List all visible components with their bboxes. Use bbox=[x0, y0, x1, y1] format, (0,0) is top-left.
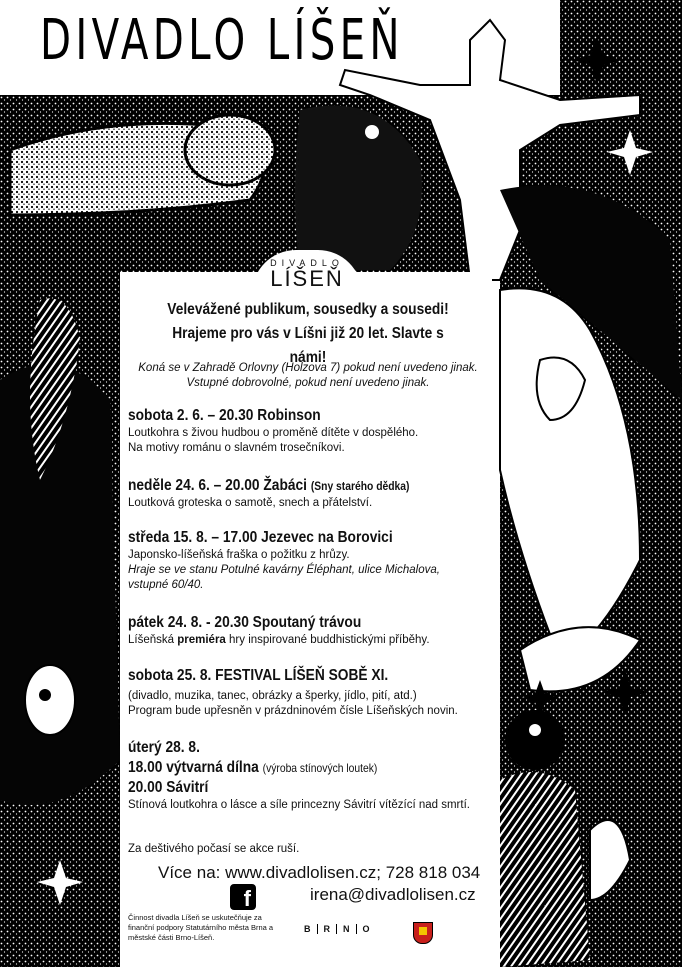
event-heading-sub: (Sny starého dědka) bbox=[310, 479, 410, 493]
event-heading-text: neděle 24. 6. – 20.00 Žabáci bbox=[128, 477, 307, 494]
event-italic-text: Hraje se ve stanu Potulné kavárny Éléphant, ulice Michalova, bbox=[128, 564, 440, 576]
brno-letter: N bbox=[336, 924, 356, 934]
poster-title: DIVADLO LÍŠEŇ bbox=[40, 8, 404, 73]
facebook-glyph: f bbox=[243, 886, 251, 911]
brno-logo bbox=[298, 924, 376, 934]
greeting bbox=[128, 298, 488, 370]
event-text: Program bude upřesněn v prázdninovém čísle Líšeňských novin. bbox=[128, 705, 458, 717]
greeting-line: Hrajeme pro vás v Líšni již 20 let. Slavte s námi! bbox=[172, 325, 444, 366]
venue-line: Vstupné dobrovolné, pokud není uvedeno jinak. bbox=[186, 377, 430, 389]
event-text: (divadlo, muzika, tanec, obrázky a šperky, jídlo, pití, atd.) bbox=[128, 690, 417, 702]
event-text: Loutková groteska o samotě, snech a přátelství. bbox=[128, 497, 373, 509]
rain-note-text: Za deštivého počasí se akce ruší. bbox=[128, 843, 300, 855]
lisen-crest-icon bbox=[413, 922, 433, 944]
event-sub1-note: (výroba stínových loutek) bbox=[262, 761, 378, 775]
event-spoutany bbox=[128, 613, 488, 648]
event-premiere: premiéra bbox=[177, 634, 226, 646]
event-festival bbox=[128, 666, 488, 719]
event-subheading: 20.00 Sávitrí bbox=[128, 779, 209, 796]
event-text bbox=[128, 633, 488, 648]
logo-big-text: LÍŠEŇ bbox=[270, 266, 344, 291]
contact-web: Více na: www.divadlolisen.cz; 728 818 034 bbox=[158, 863, 481, 882]
venue-note bbox=[128, 361, 488, 391]
event-savitri bbox=[128, 738, 488, 813]
contact-email[interactable]: irena@divadlolisen.cz bbox=[310, 885, 476, 904]
venue-line: Koná se v Zahradě Orlovny (Holzova 7) pokud není uvedeno jinak. bbox=[138, 362, 478, 374]
event-zabaci bbox=[128, 476, 488, 511]
event-text: Na motivy románu o slavném trosečníkovi. bbox=[128, 442, 345, 454]
event-text-post: hry inspirované buddhistickými příběhy. bbox=[225, 634, 430, 646]
event-italic-text: vstupné 60/40. bbox=[128, 579, 204, 591]
greeting-line: Velevážené publikum, sousedky a sousedi! bbox=[167, 301, 449, 318]
event-heading: sobota 25. 8. FESTIVAL LÍŠEŇ SOBĚ XI. bbox=[128, 667, 389, 684]
event-heading bbox=[128, 476, 438, 496]
brno-letter: O bbox=[356, 924, 376, 934]
brno-letter: B bbox=[304, 924, 311, 934]
event-sub1: 18.00 výtvarná dílna bbox=[128, 759, 259, 776]
event-text: Loutkohra s živou hudbou o proměně dítěte v dospělého. bbox=[128, 427, 419, 439]
event-text-pre: Líšeňská bbox=[128, 634, 178, 646]
logo-small-text: DIVADLO bbox=[270, 258, 344, 268]
event-text: Japonsko-líšeňská fraška o požitku z hrůzy. bbox=[128, 549, 350, 561]
rain-note bbox=[128, 842, 488, 857]
event-heading: středa 15. 8. – 17.00 Jezevec na Borovici bbox=[128, 529, 393, 546]
brno-letter: R bbox=[317, 924, 337, 934]
event-jezevec bbox=[128, 528, 488, 593]
funding-note: Činnost divadla Líšeň se uskutečňuje za finanční podpory Statutárního města Brna a městské části Brno-Líšeň. bbox=[128, 913, 274, 942]
event-subheading bbox=[128, 758, 438, 778]
event-heading: pátek 24. 8. - 20.30 Spoutaný trávou bbox=[128, 614, 362, 631]
event-heading: sobota 2. 6. – 20.30 Robinson bbox=[128, 407, 321, 424]
event-text: Stínová loutkohra o lásce a síle princezny Sávitrí vítězící nad smrtí. bbox=[128, 799, 470, 811]
facebook-icon[interactable] bbox=[230, 884, 256, 910]
event-heading: úterý 28. 8. bbox=[128, 739, 200, 756]
event-robinson bbox=[128, 406, 488, 456]
